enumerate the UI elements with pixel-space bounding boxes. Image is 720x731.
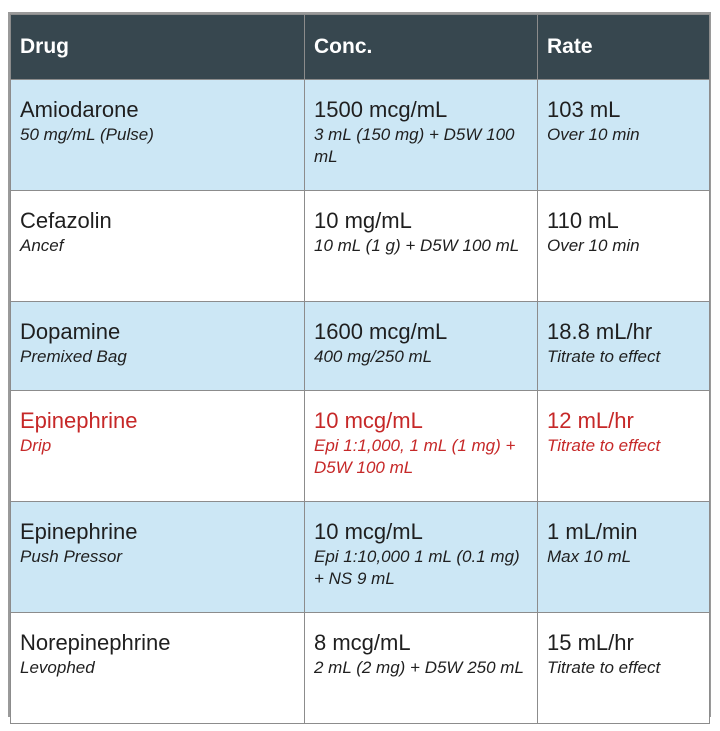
rate-cell (538, 191, 710, 302)
rate-note: Titrate to effect (547, 436, 661, 455)
concentration: 10 mg/mL (314, 208, 412, 233)
drug-note: Ancef (20, 236, 64, 255)
table-row (11, 302, 710, 391)
concentration: 1600 mcg/mL (314, 319, 448, 344)
rate-cell (538, 613, 710, 724)
rate-note: Over 10 min (547, 125, 640, 144)
drug-dosage-table (10, 14, 710, 724)
drug-note: Premixed Bag (20, 347, 127, 366)
concentration: 8 mcg/mL (314, 630, 411, 655)
rate: 1 mL/min (547, 519, 638, 544)
table-row (11, 391, 710, 502)
table-row (11, 613, 710, 724)
drug-cell (11, 80, 305, 191)
concentration-note: 400 mg/250 mL (314, 347, 433, 366)
concentration-note: 2 mL (2 mg) + D5W 250 mL (314, 658, 524, 677)
table-row (11, 502, 710, 613)
drug-name: Epinephrine (20, 408, 138, 433)
drug-cell (11, 502, 305, 613)
rate-cell (538, 302, 710, 391)
header-row (11, 15, 710, 80)
rate: 15 mL/hr (547, 630, 634, 655)
drug-name: Dopamine (20, 319, 121, 344)
concentration-note: 10 mL (1 g) + D5W 100 mL (314, 236, 520, 255)
rate: 110 mL (547, 208, 619, 233)
concentration: 1500 mcg/mL (314, 97, 448, 122)
rate: 18.8 mL/hr (547, 319, 653, 344)
rate-cell (538, 502, 710, 613)
conc-cell (305, 613, 538, 724)
concentration: 10 mcg/mL (314, 408, 423, 433)
concentration-note: Epi 1:1,000, 1 mL (1 mg) + D5W 100 mL (314, 436, 516, 477)
table-body (11, 80, 710, 724)
column-header-conc: Conc. (305, 15, 538, 80)
rate-note: Max 10 mL (547, 547, 632, 566)
table-header (11, 15, 710, 80)
concentration-note: Epi 1:10,000 1 mL (0.1 mg) + NS 9 mL (314, 547, 520, 588)
drug-name: Norepinephrine (20, 630, 171, 655)
rate-note: Titrate to effect (547, 658, 661, 677)
drug-cell (11, 302, 305, 391)
table-row (11, 80, 710, 191)
rate-note: Titrate to effect (547, 347, 661, 366)
column-header-drug: Drug (11, 15, 305, 80)
rate: 12 mL/hr (547, 408, 634, 433)
drug-table-frame (8, 12, 711, 717)
drug-cell (11, 613, 305, 724)
drug-name: Cefazolin (20, 208, 112, 233)
conc-cell (305, 391, 538, 502)
drug-name: Epinephrine (20, 519, 138, 544)
drug-note: Drip (20, 436, 52, 455)
concentration-note: 3 mL (150 mg) + D5W 100 mL (314, 125, 515, 166)
drug-note: Levophed (20, 658, 95, 677)
rate-cell (538, 80, 710, 191)
conc-cell (305, 502, 538, 613)
rate: 103 mL (547, 97, 621, 122)
conc-cell (305, 80, 538, 191)
drug-note: Push Pressor (20, 547, 123, 566)
concentration: 10 mcg/mL (314, 519, 423, 544)
rate-note: Over 10 min (547, 236, 640, 255)
rate-cell (538, 391, 710, 502)
drug-note: 50 mg/mL (Pulse) (20, 125, 154, 144)
column-header-rate: Rate (538, 15, 710, 80)
drug-cell (11, 391, 305, 502)
table-row (11, 191, 710, 302)
conc-cell (305, 191, 538, 302)
conc-cell (305, 302, 538, 391)
drug-cell (11, 191, 305, 302)
drug-name: Amiodarone (20, 97, 139, 122)
